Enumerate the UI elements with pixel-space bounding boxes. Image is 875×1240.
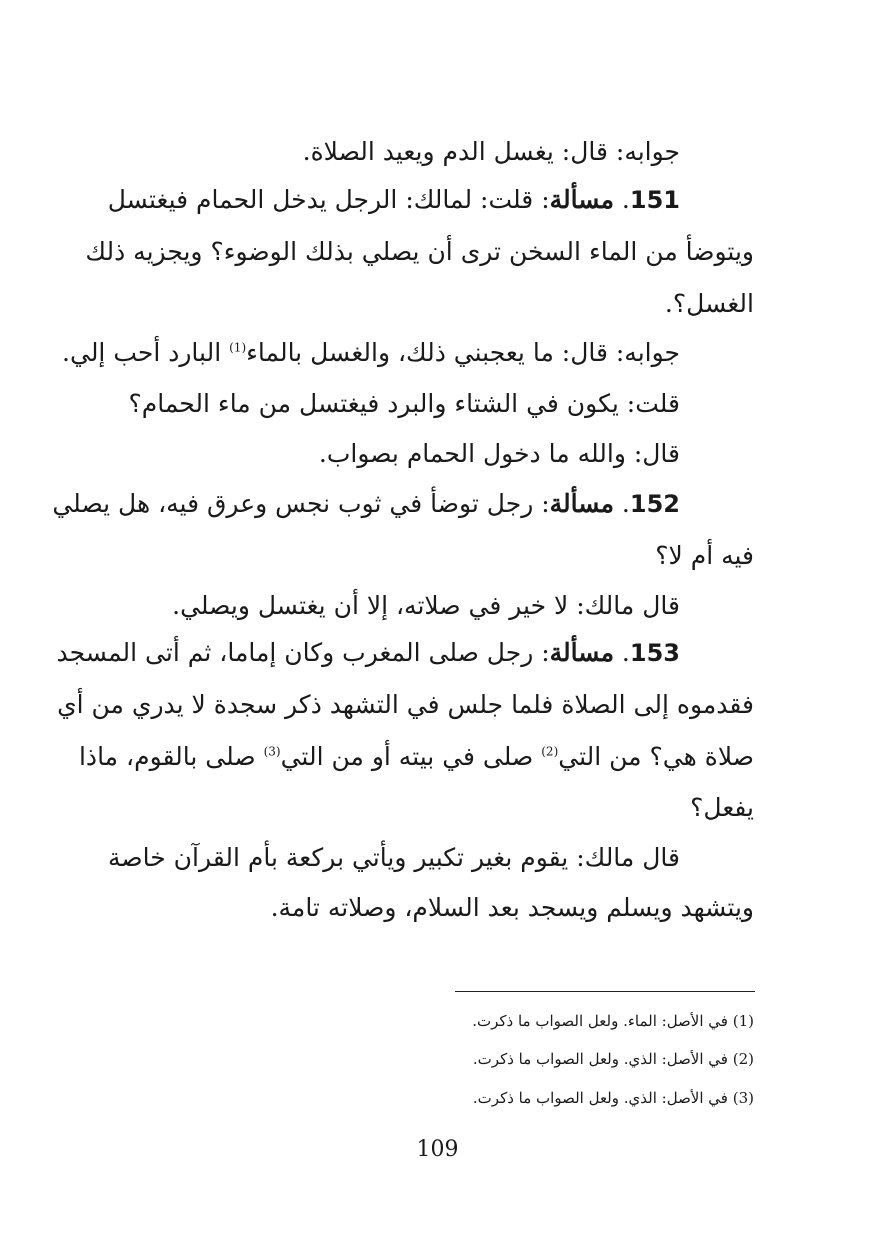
text-line: ويتشهد ويسلم ويسجد بعد السلام، وصلاته تامة. — [270, 893, 754, 922]
question-number: 153 — [629, 639, 680, 667]
text-segment: جوابه: قال: ما يعجبني ذلك، والغسل بالماء — [246, 338, 680, 367]
text-line-with-refs — [78, 737, 754, 777]
footnote: (1) في الأصل: الماء. ولعل الصواب ما ذكرت. — [472, 1012, 754, 1030]
question-152-line: 152. مسألة: رجل توضأ في ثوب نجس وعرق فيه، هل يصلي — [52, 489, 680, 518]
text-segment: صلى في بيته أو من التي — [280, 742, 542, 771]
question-text: : رجل صلى المغرب وكان إماما، ثم أتى المسجد — [56, 638, 550, 667]
page-number: 109 — [416, 1137, 459, 1162]
text-line: قال مالك: لا خير في صلاته، إلا أن يغتسل ويصلي. — [172, 591, 680, 620]
question-number: 152 — [629, 490, 680, 518]
text-line: ويتوضأ من الماء السخن ترى أن يصلي بذلك الوضوء؟ ويجزيه ذلك — [85, 237, 754, 266]
question-153-line: 153. مسألة: رجل صلى المغرب وكان إماما، ثم أتى المسجد — [56, 638, 680, 667]
text-segment: البارد أحب إلي. — [62, 338, 230, 367]
text-segment: صلاة هي؟ من التي — [558, 742, 754, 771]
footnote-separator — [455, 991, 755, 992]
question-151-line: 151. مسألة: قلت: لمالك: الرجل يدخل الحمام فيغتسل — [107, 185, 680, 214]
footnote-ref: (1) — [229, 340, 247, 355]
text-segment: صلى بالقوم، ماذا — [78, 742, 264, 771]
text-line: قال مالك: يقوم بغير تكبير ويأتي بركعة بأم القرآن خاصة — [108, 843, 680, 872]
answer-line — [62, 333, 680, 373]
footnote: (2) في الأصل: الذي. ولعل الصواب ما ذكرت. — [472, 1050, 754, 1068]
question-tag: مسألة — [549, 185, 614, 214]
text-line: قال: والله ما دخول الحمام بصواب. — [318, 439, 680, 468]
question-tag: مسألة — [549, 638, 614, 667]
text-line: الغسل؟. — [664, 289, 754, 318]
question-number: 151 — [629, 186, 680, 214]
question-text: : قلت: لمالك: الرجل يدخل الحمام فيغتسل — [107, 185, 550, 214]
footnote-ref: (2) — [541, 744, 559, 759]
text-line: فقدموه إلى الصلاة فلما جلس في التشهد ذكر سجدة لا يدري من أي — [57, 690, 754, 719]
text-line: جوابه: قال: يغسل الدم ويعيد الصلاة. — [302, 137, 680, 166]
footnote-ref: (3) — [263, 744, 281, 759]
footnote: (3) في الأصل: الذي. ولعل الصواب ما ذكرت. — [472, 1089, 754, 1107]
text-line: فيه أم لا؟ — [655, 541, 754, 570]
question-tag: مسألة — [549, 489, 614, 518]
question-text: : رجل توضأ في ثوب نجس وعرق فيه، هل يصلي — [52, 489, 550, 518]
text-line: يفعل؟ — [690, 793, 754, 822]
text-line: قلت: يكون في الشتاء والبرد فيغتسل من ماء الحمام؟ — [128, 389, 680, 418]
